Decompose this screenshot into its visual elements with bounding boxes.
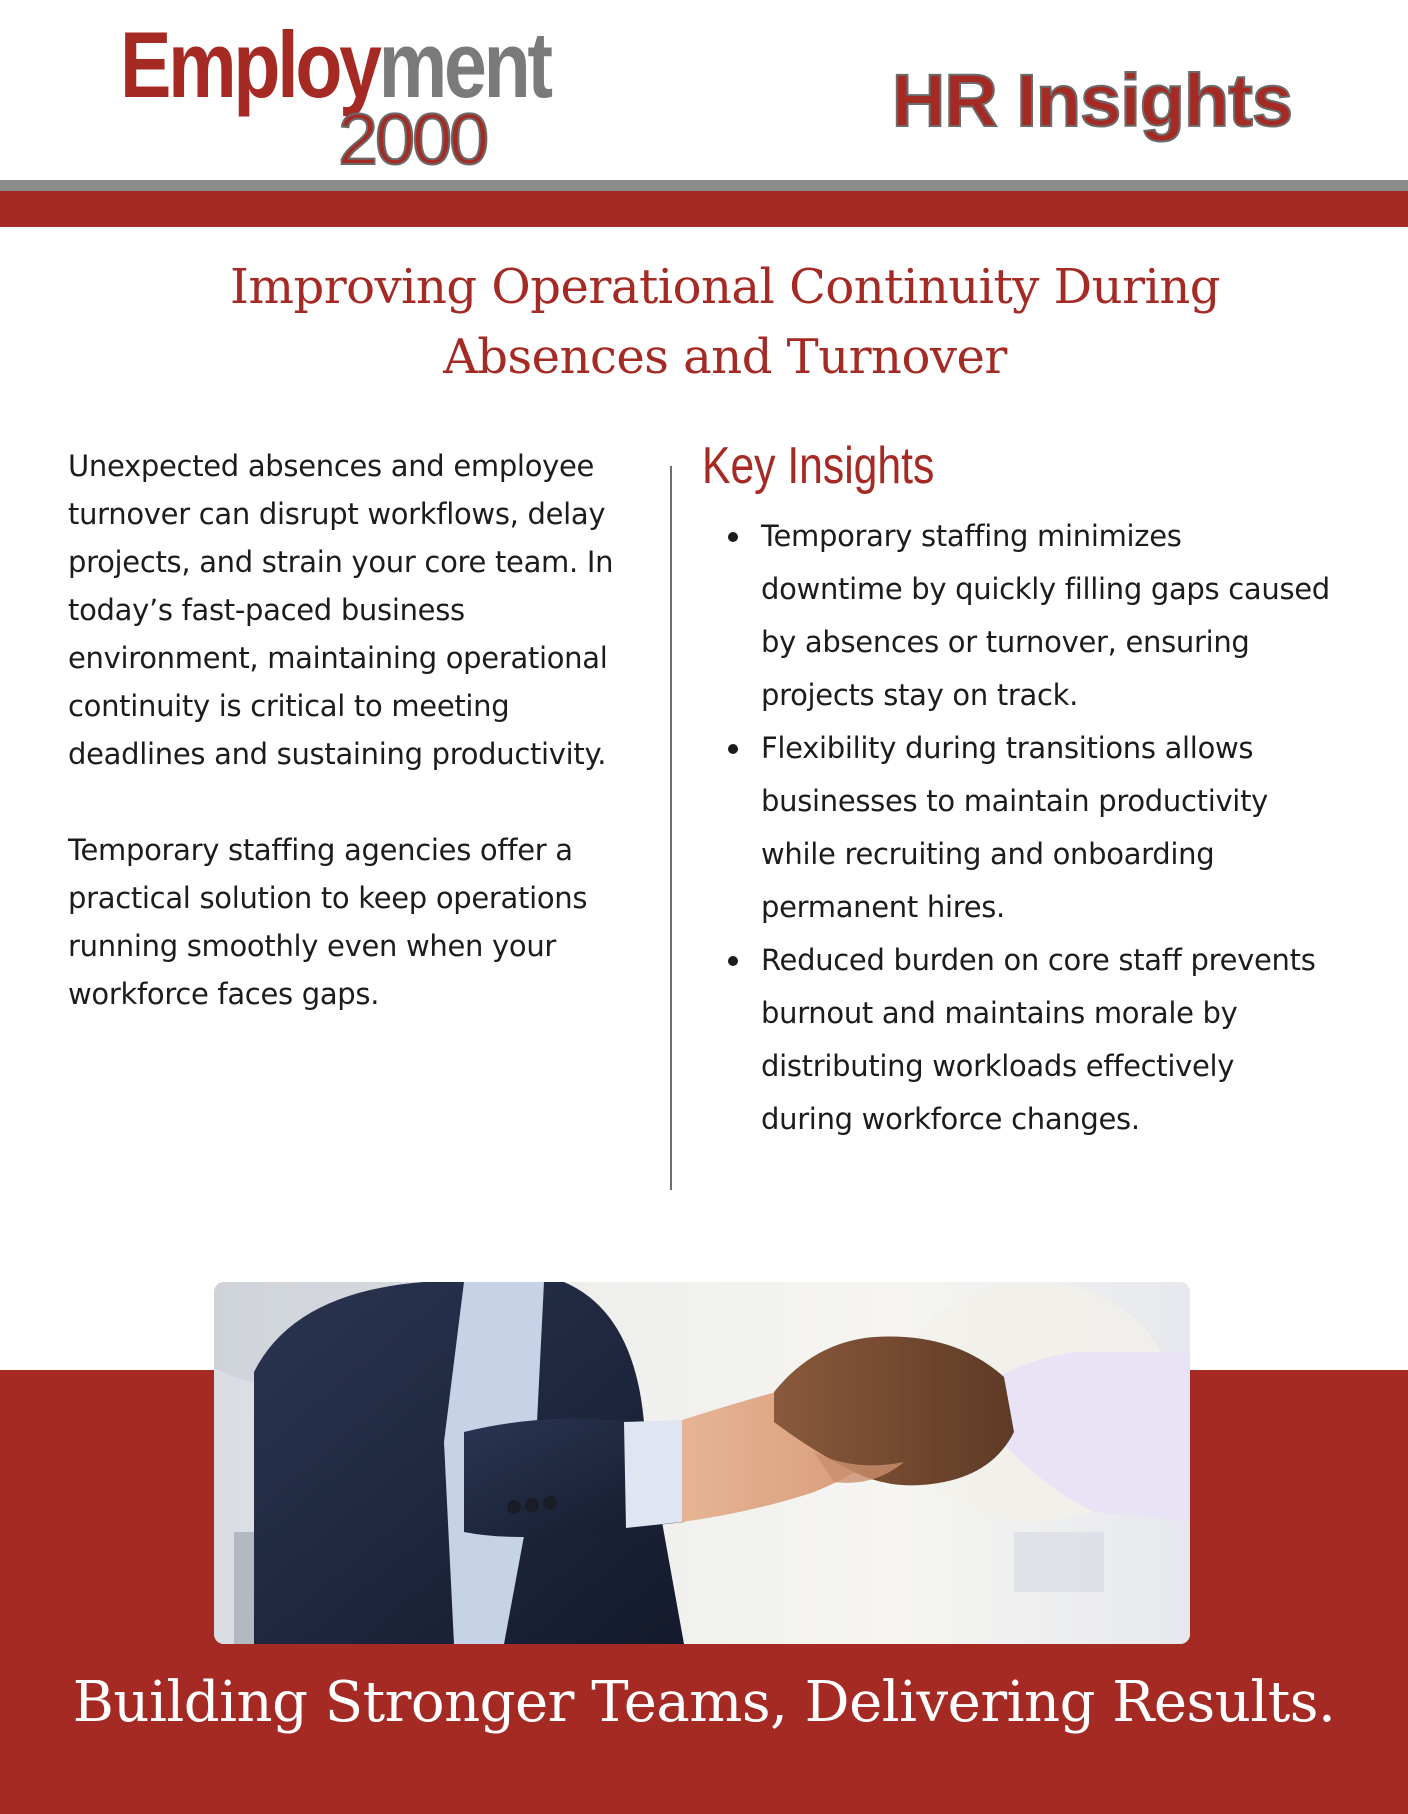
- headline-line-2: Absences and Turnover: [443, 329, 1007, 385]
- key-insight-item: [720, 722, 1330, 934]
- employment-2000-logo: [120, 12, 550, 180]
- key-insight-item: [720, 934, 1330, 1146]
- logo-number: 2000: [338, 100, 487, 180]
- bullet-dot-icon: [728, 744, 738, 754]
- key-insight-text-2: Flexibility during transitions allows businesses to maintain productivity while recruiting and onboarding permanent hires.: [761, 731, 1268, 924]
- intro-column: [68, 442, 648, 1018]
- article-headline: [180, 252, 1270, 392]
- hr-insights-title: HR Insights: [891, 59, 1292, 142]
- logo-word-part-2: ment: [378, 12, 550, 117]
- logo-word-part-1: Employ: [120, 12, 379, 117]
- key-insight-item: [720, 510, 1330, 722]
- key-insight-text-3: Reduced burden on core staff prevents burnout and maintains morale by distributing workloads effectively during workforce changes.: [761, 943, 1316, 1136]
- footer-tagline: Building Stronger Teams, Delivering Results.: [72, 1670, 1336, 1735]
- logo-wordmark: [120, 12, 550, 117]
- bullet-dot-icon: [728, 956, 738, 966]
- header-red-band: [0, 191, 1408, 227]
- intro-paragraph-2: Temporary staffing agencies offer a practical solution to keep operations running smoothly even when your workforce faces gaps.: [68, 833, 588, 1011]
- key-insights-title: Key Insights: [702, 437, 935, 495]
- header-gray-band: [0, 180, 1408, 191]
- intro-paragraph-1: Unexpected absences and employee turnover can disrupt workflows, delay projects, and strain your core team. In today’s fast-paced business environment, maintaining operational continuity is critical to meeting deadlines and sustaining productivity.: [68, 449, 614, 771]
- handshake-illustration: [214, 1282, 1190, 1644]
- bullet-dot-icon: [728, 532, 738, 542]
- column-divider: [670, 466, 672, 1190]
- handshake-photo: [214, 1282, 1190, 1644]
- headline-line-1: Improving Operational Continuity During: [230, 259, 1220, 315]
- key-insight-text-1: Temporary staffing minimizes downtime by quickly filling gaps caused by absences or turnover, ensuring projects stay on track.: [761, 519, 1330, 712]
- key-insights-list: [720, 510, 1330, 1146]
